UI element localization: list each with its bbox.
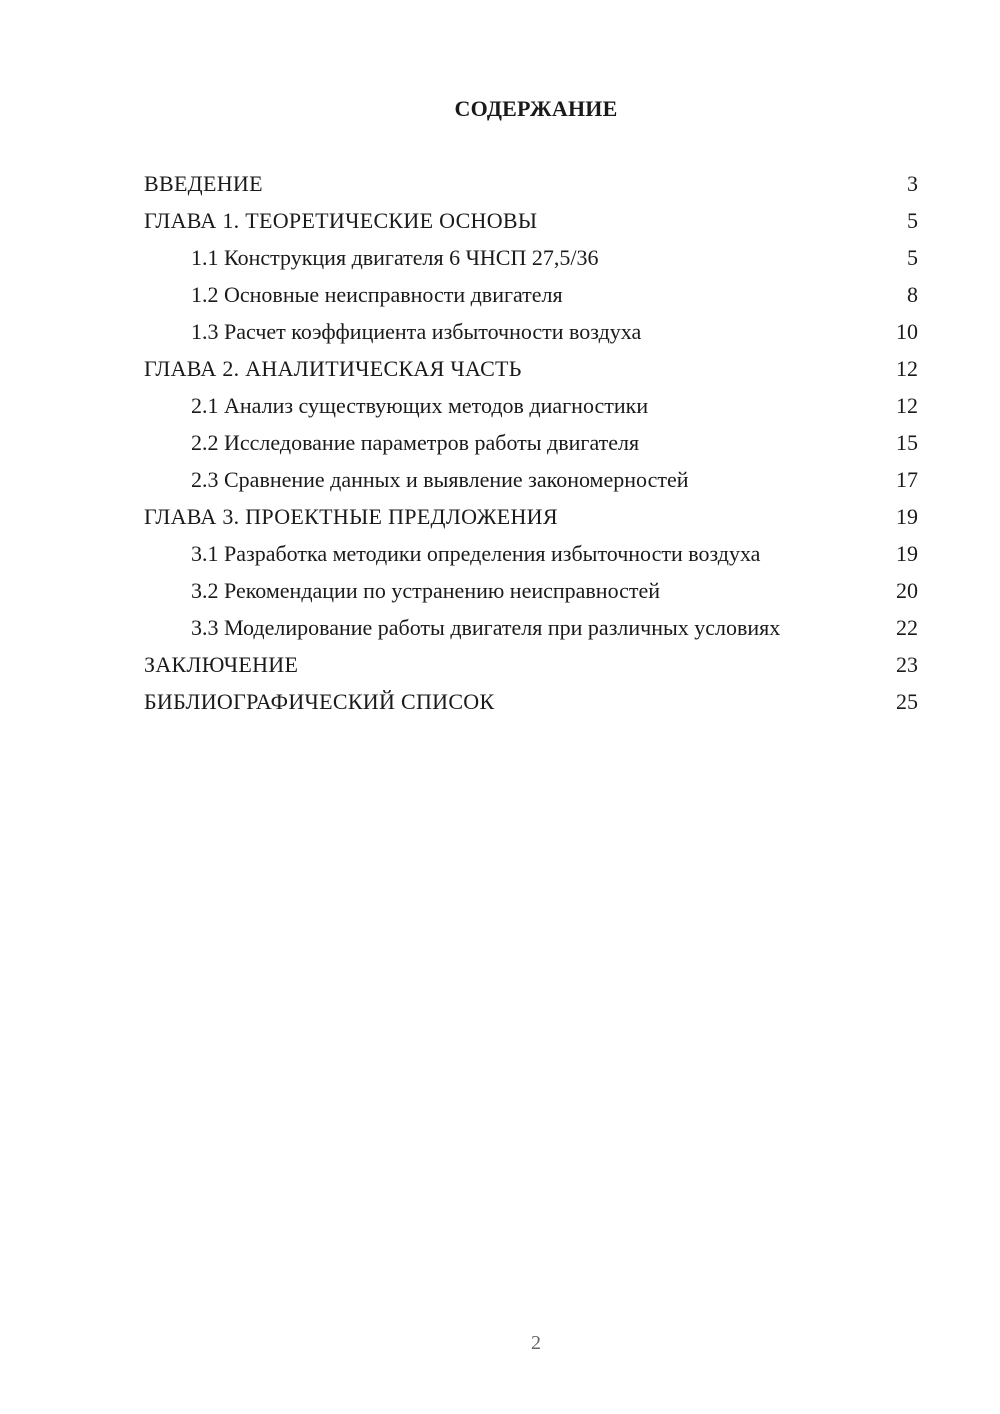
toc-entry-text: 3.2 Рекомендации по устранению неисправностей xyxy=(191,578,661,603)
toc-entry-text: 2.2 Исследование параметров работы двигателя xyxy=(191,430,640,455)
toc-entry[interactable] xyxy=(144,429,918,456)
toc-entry-page: 25 xyxy=(896,689,918,714)
toc-entry-text: БИБЛИОГРАФИЧЕСКИЙ СПИСОК xyxy=(144,689,495,714)
toc-entry-text: ВВЕДЕНИЕ xyxy=(144,171,263,196)
toc-entry[interactable] xyxy=(144,577,918,604)
toc-entry[interactable] xyxy=(144,466,918,493)
toc-entry-text: ГЛАВА 3. ПРОЕКТНЫЕ ПРЕДЛОЖЕНИЯ xyxy=(144,504,558,529)
toc-entry[interactable] xyxy=(144,170,918,197)
toc-entry[interactable] xyxy=(144,614,918,641)
toc-title: СОДЕРЖАНИЕ xyxy=(454,96,618,121)
toc-entry-page: 19 xyxy=(896,541,918,566)
toc-entry[interactable] xyxy=(144,688,918,715)
toc-entry-page: 12 xyxy=(896,393,918,418)
toc-entry-text: 1.3 Расчет коэффициента избыточности воздуха xyxy=(191,319,642,344)
toc-entry-text: ГЛАВА 1. ТЕОРЕТИЧЕСКИЕ ОСНОВЫ xyxy=(144,208,538,233)
toc-entry-page: 17 xyxy=(896,467,918,492)
toc-entry-text: 1.1 Конструкция двигателя 6 ЧНСП 27,5/36 xyxy=(191,245,599,270)
toc-entry-text: ЗАКЛЮЧЕНИЕ xyxy=(144,652,299,677)
toc-entry-page: 20 xyxy=(896,578,918,603)
toc-entry[interactable] xyxy=(144,244,918,271)
toc-entry-text: 2.1 Анализ существующих методов диагностики xyxy=(191,393,649,418)
toc-entry[interactable] xyxy=(144,392,918,419)
toc-entry-text: 1.2 Основные неисправности двигателя xyxy=(191,282,563,307)
toc-entry-text: ГЛАВА 2. АНАЛИТИЧЕСКАЯ ЧАСТЬ xyxy=(144,356,522,381)
page-number: 2 xyxy=(531,1332,541,1354)
toc-entry-page: 5 xyxy=(907,208,918,233)
table-of-contents xyxy=(144,170,918,725)
toc-entry[interactable] xyxy=(144,281,918,308)
toc-entry-text: 2.3 Сравнение данных и выявление закономерностей xyxy=(191,467,689,492)
toc-entry[interactable] xyxy=(144,355,918,382)
toc-entry-page: 10 xyxy=(896,319,918,344)
toc-entry-page: 23 xyxy=(896,652,918,677)
toc-entry-page: 3 xyxy=(907,171,918,196)
toc-entry[interactable] xyxy=(144,540,918,567)
toc-entry[interactable] xyxy=(144,651,918,678)
toc-entry-text: 3.3 Моделирование работы двигателя при различных условиях xyxy=(191,615,781,640)
toc-entry-page: 8 xyxy=(907,282,918,307)
toc-entry-page: 22 xyxy=(896,615,918,640)
toc-entry-page: 15 xyxy=(896,430,918,455)
toc-entry[interactable] xyxy=(144,207,918,234)
toc-entry-page: 12 xyxy=(896,356,918,381)
toc-entry-page: 19 xyxy=(896,504,918,529)
toc-entry-text: 3.1 Разработка методики определения избыточности воздуха xyxy=(191,541,761,566)
toc-entry[interactable] xyxy=(144,318,918,345)
toc-entry-page: 5 xyxy=(907,245,918,270)
toc-entry[interactable] xyxy=(144,503,918,530)
